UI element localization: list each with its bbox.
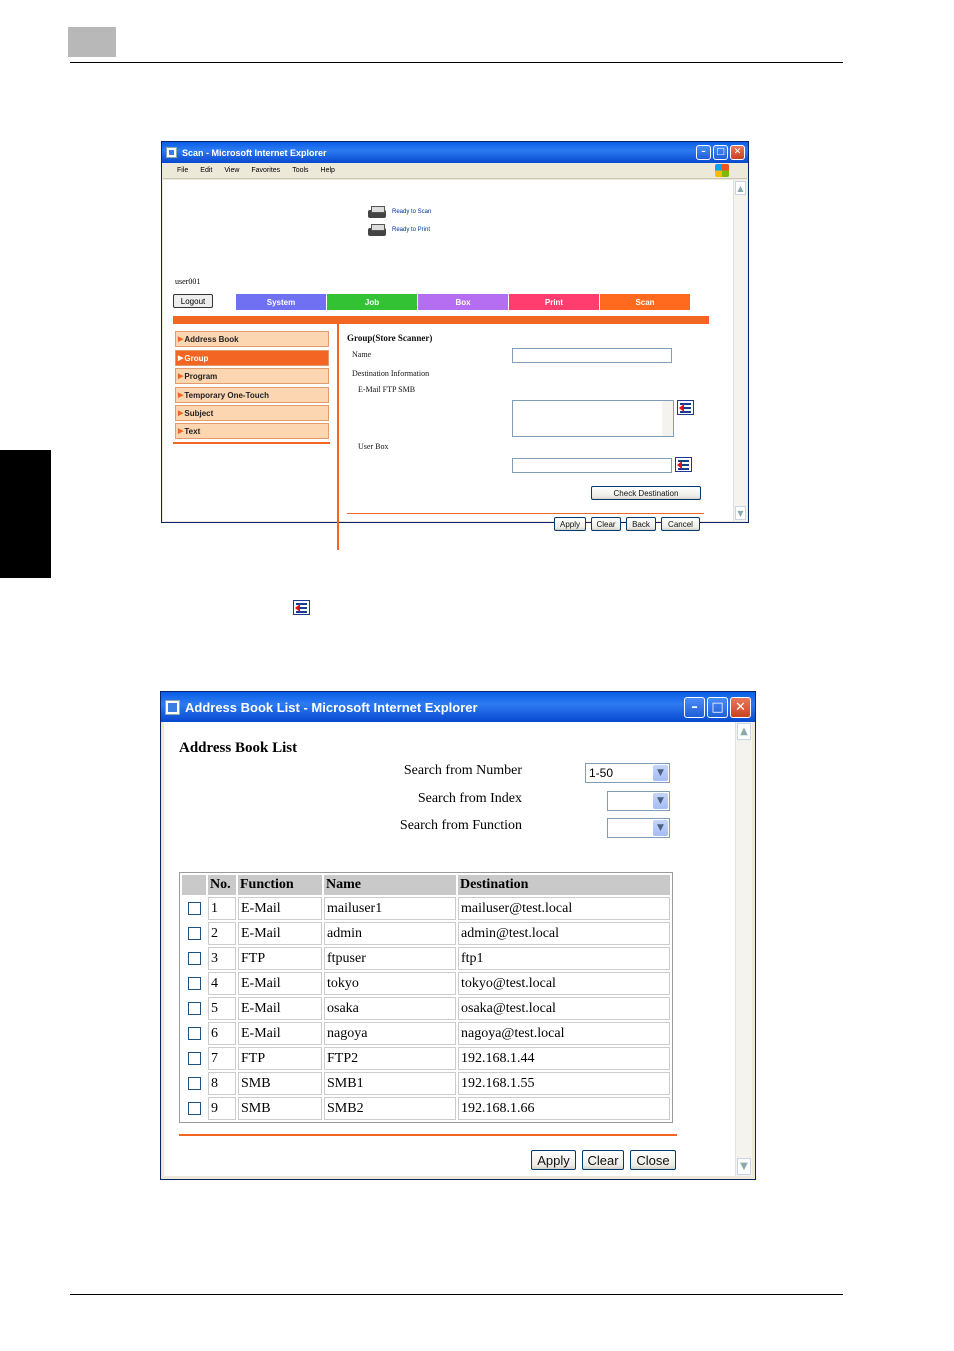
checkbox-cell [182,922,206,945]
cell-function: E-Mail [238,1022,322,1045]
scanner-icon [366,205,388,219]
cell-no: 1 [208,897,236,920]
header-rule [70,62,843,63]
table-row[interactable] [182,1097,670,1120]
cell-destination: 192.168.1.66 [458,1097,670,1120]
menu-temporary-one-touch-label: Temporary One-Touch [184,390,269,400]
row-checkbox[interactable] [188,977,201,990]
arrow-right-icon: ▶ [178,355,184,362]
cell-no: 4 [208,972,236,995]
column-no: No. [208,875,236,895]
name-input[interactable] [512,348,672,363]
row-checkbox[interactable] [188,1052,201,1065]
ie-icon [166,147,177,158]
menu-favorites[interactable]: Favorites [251,167,281,174]
cell-no: 9 [208,1097,236,1120]
chapter-tab [68,27,116,57]
chevron-down-icon[interactable]: ▼ [653,793,668,809]
cell-no: 2 [208,922,236,945]
header-divider [173,316,709,324]
menu-tools[interactable]: Tools [292,167,309,174]
logout-button[interactable]: Logout [173,294,213,308]
row-checkbox[interactable] [188,1027,201,1040]
cell-no: 6 [208,1022,236,1045]
cell-destination: osaka@test.local [458,997,670,1020]
cell-destination: nagoya@test.local [458,1022,670,1045]
menu-file[interactable]: File [177,167,189,174]
row-checkbox[interactable] [188,1077,201,1090]
minimize-icon[interactable]: – [684,697,705,718]
window-title: Address Book List - Microsoft Internet Explorer [185,699,478,715]
cell-function: FTP [238,947,322,970]
cell-destination: admin@test.local [458,922,670,945]
checkbox-cell [182,947,206,970]
cell-name: ftpuser [324,947,456,970]
cell-name: SMB1 [324,1072,456,1095]
user-name: user001 [175,277,201,286]
arrow-right-icon: ▶ [178,410,184,417]
menu-temporary-one-touch[interactable] [175,387,329,403]
menu-program[interactable] [175,368,329,384]
form-divider [347,513,704,514]
textarea-scrollbar[interactable] [662,401,673,436]
column-destination: Destination [458,875,670,895]
content-divider [337,324,339,550]
left-menu-underline [173,442,330,444]
scroll-up-icon[interactable]: ▲ [735,181,746,195]
search-number-select[interactable] [585,763,670,783]
row-checkbox[interactable] [188,1002,201,1015]
tab-scan-label: Scan [635,297,655,307]
cell-function: E-Mail [238,997,322,1020]
cell-destination: 192.168.1.44 [458,1047,670,1070]
table-header-row [182,875,670,895]
address-book-list-icon [293,600,310,615]
side-chapter-tab [0,450,51,578]
email-ftp-smb-label: E-Mail FTP SMB [358,385,416,394]
arrow-right-icon: ▶ [178,392,184,399]
menu-subject[interactable] [175,405,329,421]
select-column-header [182,875,206,895]
table-row[interactable] [182,997,670,1020]
checkbox-cell [182,1072,206,1095]
close-button[interactable]: Close [630,1150,676,1170]
cell-name: FTP2 [324,1047,456,1070]
clear-button[interactable]: Clear [582,1150,624,1170]
vertical-scrollbar[interactable] [735,722,752,1176]
row-checkbox[interactable] [188,1102,201,1115]
table-row[interactable] [182,972,670,995]
cell-destination: mailuser@test.local [458,897,670,920]
cell-function: E-Mail [238,972,322,995]
check-destination-button[interactable]: Check Destination [591,486,701,500]
menu-group-label: Group [184,353,209,363]
status-scan [366,205,431,219]
menu-view[interactable]: View [224,167,240,174]
status-scan-text: Ready to Scan [392,209,432,215]
cell-name: nagoya [324,1022,456,1045]
cell-function: E-Mail [238,897,322,920]
search-function-select[interactable] [607,818,670,838]
cell-function: FTP [238,1047,322,1070]
chevron-down-icon[interactable]: ▼ [653,765,668,781]
cancel-button[interactable]: Cancel [661,517,700,531]
menu-subject-label: Subject [184,408,214,418]
printer-icon [366,223,388,237]
close-icon[interactable]: ✕ [730,145,745,160]
cell-name: tokyo [324,972,456,995]
search-index-label: Search from Index [417,791,522,806]
arrow-right-icon: ▶ [178,336,184,343]
checkbox-cell [182,897,206,920]
status-print-text: Ready to Print [392,227,431,233]
vertical-scrollbar[interactable] [733,180,747,521]
tab-job-label: Job [364,297,380,307]
address-picker-icon[interactable] [677,400,694,415]
destination-textarea[interactable] [512,400,674,437]
name-label: Name [352,350,372,359]
tab-print[interactable] [509,294,600,310]
menu-edit[interactable]: Edit [200,167,213,174]
address-book-table [179,872,673,1123]
tab-job[interactable] [327,294,418,310]
scan-content [163,180,734,529]
row-checkbox[interactable] [188,952,201,965]
tab-box[interactable] [418,294,509,310]
footer-rule [70,1294,843,1295]
tab-system-label: System [266,297,296,307]
apply-button[interactable]: Apply [554,517,586,531]
cell-name: admin [324,922,456,945]
cell-function: SMB [238,1072,322,1095]
row-checkbox[interactable] [188,902,201,915]
checkbox-cell [182,997,206,1020]
scan-window [161,141,749,529]
tab-system[interactable] [236,294,327,310]
row-checkbox[interactable] [188,927,201,940]
menu-address-book[interactable] [175,331,329,347]
cell-destination: 192.168.1.55 [458,1072,670,1095]
menu-address-book-label: Address Book [184,334,239,344]
search-number-label: Search from Number [403,763,522,778]
apply-button[interactable]: Apply [531,1150,576,1170]
cell-name: mailuser1 [324,897,456,920]
cell-no: 8 [208,1072,236,1095]
cell-function: SMB [238,1097,322,1120]
back-button[interactable]: Back [626,517,656,531]
chevron-down-icon[interactable]: ▼ [653,820,668,836]
destination-info-label: Destination Information [352,369,430,378]
cell-destination: ftp1 [458,947,670,970]
column-name: Name [324,875,456,895]
menu-text[interactable] [175,423,329,439]
tab-scan[interactable] [600,294,691,310]
table-row[interactable] [182,1022,670,1045]
checkbox-cell [182,1022,206,1045]
status-print [366,223,430,237]
search-number-value: 1-50 [589,766,614,780]
user-box-picker-icon[interactable] [675,457,692,472]
cell-function: E-Mail [238,922,322,945]
table-row[interactable] [182,947,670,970]
menu-text-label: Text [184,426,201,436]
scroll-down-icon[interactable]: ▼ [735,506,746,520]
table-row[interactable] [182,1072,670,1095]
checkbox-cell [182,972,206,995]
menu-help[interactable]: Help [320,167,335,174]
scroll-up-icon[interactable]: ▲ [737,723,751,740]
scroll-down-icon[interactable]: ▼ [737,1158,751,1175]
address-book-heading: Address Book List [179,740,298,756]
user-box-label: User Box [358,442,389,451]
maximize-icon[interactable]: □ [713,145,728,160]
menu-program-label: Program [184,371,218,381]
table-row[interactable] [182,897,670,920]
ie-icon [165,700,180,715]
tab-print-label: Print [544,297,564,307]
arrow-right-icon: ▶ [178,428,184,435]
column-function: Function [238,875,322,895]
tab-box-label: Box [455,297,471,307]
menu-bar [163,163,747,179]
maximize-icon[interactable]: □ [707,697,728,718]
clear-button[interactable]: Clear [591,517,621,531]
form-heading: Group(Store Scanner) [347,333,433,343]
address-book-window [160,691,756,1180]
close-icon[interactable]: ✕ [730,697,751,718]
minimize-icon[interactable]: – [696,145,711,160]
checkbox-cell [182,1097,206,1120]
checkbox-cell [182,1047,206,1070]
table-row[interactable] [182,1047,670,1070]
window-title: Scan - Microsoft Internet Explorer [182,147,327,158]
user-box-input[interactable] [512,458,672,473]
cell-name: SMB2 [324,1097,456,1120]
cell-name: osaka [324,997,456,1020]
address-book-content [164,722,736,1176]
cell-no: 5 [208,997,236,1020]
cell-no: 7 [208,1047,236,1070]
cell-no: 3 [208,947,236,970]
scan-window-titlebar [162,142,748,163]
arrow-right-icon: ▶ [178,373,184,380]
address-book-titlebar [161,692,755,722]
menu-group[interactable] [175,350,329,366]
search-index-select[interactable] [607,791,670,811]
cell-destination: tokyo@test.local [458,972,670,995]
table-body [182,897,670,1120]
windows-logo-icon [715,164,729,177]
search-function-label: Search from Function [399,818,522,833]
footer-divider [179,1134,677,1136]
table-row[interactable] [182,922,670,945]
